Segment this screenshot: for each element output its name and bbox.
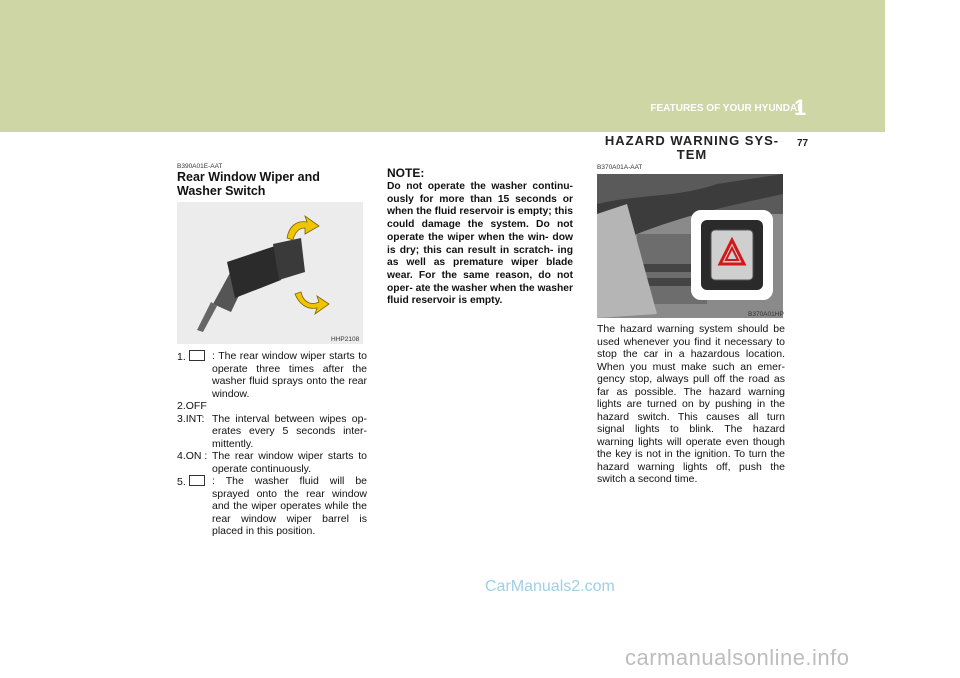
list-item bbox=[177, 450, 367, 475]
washer-icon bbox=[189, 475, 205, 486]
list-item-key: 4.ON : bbox=[177, 450, 208, 462]
dashboard-illustration bbox=[597, 174, 783, 318]
wiper-photo-label: HHP2108 bbox=[331, 336, 360, 343]
left-code: B390A01E-AAT bbox=[177, 163, 223, 170]
list-item-key: 5. bbox=[177, 476, 186, 488]
list-item bbox=[177, 475, 367, 538]
note-heading: NOTE: bbox=[387, 166, 425, 180]
wiper-switch-illustration bbox=[177, 202, 363, 344]
list-item-key: 2.OFF bbox=[177, 400, 207, 412]
wiper-positions-list bbox=[177, 350, 367, 538]
hazard-heading: HAZARD WARNING SYS- TEM bbox=[604, 133, 780, 162]
list-item bbox=[177, 400, 367, 413]
watermark-carmanuals2: CarManuals2.com bbox=[485, 578, 615, 595]
page-number: 77 bbox=[797, 138, 809, 149]
wiper-switch-photo bbox=[177, 202, 363, 344]
list-item-text: : The washer fluid will be sprayed onto the rear window and the wiper operates while the rear window wiper barrel is placed in this position. bbox=[212, 475, 367, 537]
hazard-body: The hazard warning system should be used whenever you find it necessary to stop the car in a hazardous location. When you must make such an emer- gency stop, always pull off the road as far as possible. The hazard warning lights are turned on by pushing in the hazard switch. This causes all turn signal lights to blink. The hazard warning lights will operate even though the key is not in the ignition. To turn the hazard warning lights off, push the switch a second time. bbox=[597, 323, 785, 485]
washer-icon bbox=[189, 350, 205, 361]
list-item bbox=[177, 413, 367, 451]
watermark-carmanualsonline: carmanualsonline.info bbox=[625, 645, 850, 670]
section-title: FEATURES OF YOUR HYUNDAI bbox=[650, 103, 800, 114]
right-code: B370A01A-AAT bbox=[597, 164, 643, 171]
section-number: 1 bbox=[794, 95, 807, 120]
list-item-key: 1. bbox=[177, 351, 186, 363]
note-body: Do not operate the washer continu- ously for more than 15 seconds or when the fluid reservoir is empty; this could damage the system. Do not operate the wiper when the win- dow is dry; this can result in scratch- ing as well as premature wiper blade wear. For the same reason, do not oper- ate the washer when the washer fluid reservoir is empty. bbox=[387, 181, 573, 307]
list-item-text: The rear window wiper starts to operate continuously. bbox=[212, 450, 367, 475]
hazard-switch-photo bbox=[597, 174, 783, 318]
list-item-text: The interval between wipes op- erates every 5 seconds inter- mittently. bbox=[212, 412, 367, 450]
header-band bbox=[0, 0, 885, 80]
list-item bbox=[177, 350, 367, 400]
list-item-key: 3.INT: bbox=[177, 412, 205, 425]
list-item-text: : The rear window wiper starts to operate three times after the washer fluid sprays onto the rear window. bbox=[212, 350, 367, 400]
hazard-photo-label: B370A01HP bbox=[748, 311, 784, 318]
wiper-heading: Rear Window Wiper and Washer Switch bbox=[177, 170, 320, 198]
